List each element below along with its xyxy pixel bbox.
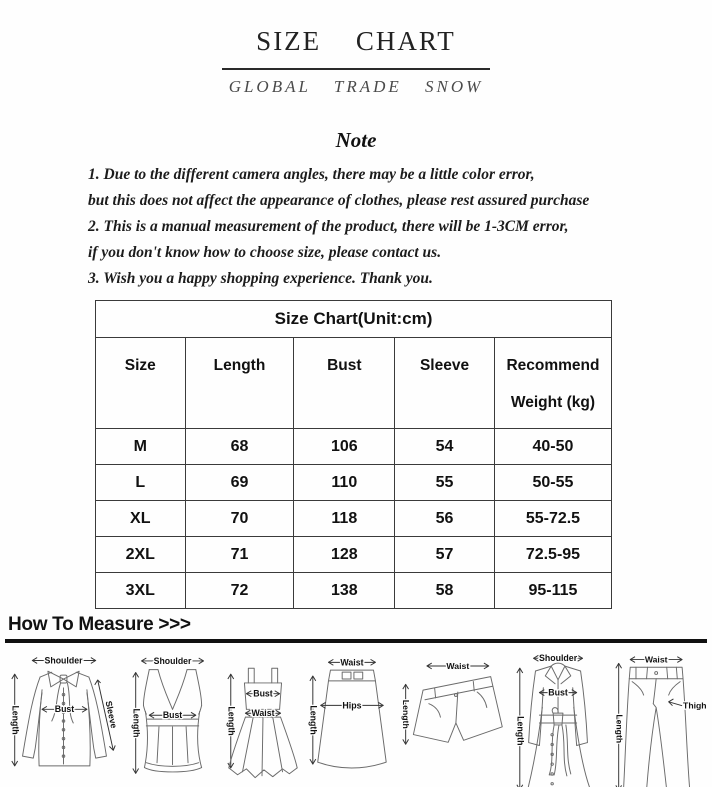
- table-row: [96, 429, 612, 465]
- sleeve-label: Sleeve: [103, 699, 120, 730]
- page-title: SIZE CHART: [256, 26, 456, 56]
- dress-diagram: [221, 647, 304, 787]
- column-header: Bust: [294, 338, 395, 429]
- table-caption-row: [96, 301, 612, 338]
- size-cell: XL: [96, 501, 186, 537]
- length-arrow: [131, 673, 141, 774]
- length-cell: 72: [185, 573, 294, 609]
- weight-cell: 95-115: [494, 573, 611, 609]
- waist-label: Waist: [340, 657, 364, 668]
- waist-arrow: [328, 657, 375, 667]
- length-arrow: [614, 663, 624, 787]
- bust-label: Bust: [162, 710, 182, 721]
- weight-cell: 40-50: [494, 429, 611, 465]
- length-arrow: [308, 676, 318, 764]
- vest-outline: [143, 670, 201, 772]
- blouse-diagram: [3, 647, 125, 787]
- table-row: [96, 501, 612, 537]
- table-row: [96, 537, 612, 573]
- column-header: Size: [96, 338, 186, 429]
- size-table: [95, 300, 612, 609]
- title-divider: [222, 68, 490, 70]
- hips-label: Hips: [342, 700, 362, 711]
- coat-diagram: [510, 647, 610, 787]
- size-cell: L: [96, 465, 186, 501]
- sleeve-cell: 58: [395, 573, 495, 609]
- table-header-row: [96, 338, 612, 429]
- waist-label: Waist: [251, 708, 275, 719]
- shoulder-label: Shoulder: [153, 655, 192, 666]
- size-cell: 3XL: [96, 573, 186, 609]
- thigh-label: Thigh: [682, 700, 707, 711]
- waist-arrow: [630, 654, 682, 664]
- weight-cell: 55-72.5: [494, 501, 611, 537]
- note-heading: Note: [335, 128, 377, 152]
- length-cell: 68: [185, 429, 294, 465]
- column-header: Sleeve: [395, 338, 495, 429]
- length-arrow: [10, 674, 20, 766]
- length-cell: 70: [185, 501, 294, 537]
- bust-arrow: [540, 688, 577, 698]
- bust-label: Bust: [548, 687, 569, 698]
- pants-diagram: [611, 647, 709, 787]
- size-cell: 2XL: [96, 537, 186, 573]
- shoulder-arrow: [32, 655, 95, 665]
- shoulder-label: Shoulder: [539, 653, 578, 664]
- thigh-arrow: [669, 699, 707, 711]
- sleeve-arrow: [95, 680, 119, 750]
- note-line: 3. Wish you a happy shopping experience. Thank you.: [88, 270, 433, 287]
- sleeve-cell: 55: [395, 465, 495, 501]
- length-label: Length: [614, 714, 625, 744]
- pants-outline: [623, 667, 689, 787]
- skirt-outline: [318, 670, 386, 768]
- note-line: 1. Due to the different camera angles, there may be a little color error,: [88, 166, 535, 183]
- blouse-outline: [23, 671, 107, 766]
- bust-cell: 138: [294, 573, 395, 609]
- sleeve-cell: 57: [395, 537, 495, 573]
- length-label: Length: [308, 705, 319, 735]
- dress-outline: [226, 668, 297, 777]
- bust-arrow: [42, 704, 87, 714]
- bust-label: Bust: [54, 704, 75, 715]
- bust-cell: 110: [294, 465, 395, 501]
- length-arrow: [401, 684, 411, 744]
- waist-label: Waist: [644, 654, 668, 665]
- table-row: [96, 573, 612, 609]
- note-line: if you don't know how to choose size, please contact us.: [88, 244, 442, 261]
- weight-cell: 72.5-95: [494, 537, 611, 573]
- shoulder-label: Shoulder: [44, 655, 83, 666]
- column-header: Recommend Weight (kg): [494, 338, 611, 429]
- shoulder-arrow: [141, 656, 203, 666]
- note-line: 2. This is a manual measurement of the product, there will be 1-3CM error,: [88, 218, 569, 235]
- length-label: Length: [10, 705, 21, 735]
- length-arrow: [227, 674, 237, 768]
- sleeve-cell: 54: [395, 429, 495, 465]
- bust-cell: 106: [294, 429, 395, 465]
- table-caption: Size Chart(Unit:cm): [96, 301, 612, 338]
- table-row: [96, 465, 612, 501]
- skirt-diagram: [305, 647, 395, 787]
- note-line: but this does not affect the appearance of clothes, please rest assured purchase: [88, 192, 590, 209]
- shoulder-arrow: [534, 653, 583, 663]
- size-cell: M: [96, 429, 186, 465]
- sleeve-cell: 56: [395, 501, 495, 537]
- bust-label: Bust: [253, 688, 274, 699]
- hips-arrow: [321, 700, 384, 710]
- length-cell: 69: [185, 465, 294, 501]
- brand-name: GLOBAL TRADE SNOW: [228, 77, 484, 96]
- measure-diagrams-row: [0, 643, 712, 787]
- vest-diagram: [126, 647, 221, 787]
- bust-arrow: [247, 689, 280, 699]
- waist-arrow: [427, 661, 489, 671]
- bust-cell: 128: [294, 537, 395, 573]
- length-label: Length: [515, 716, 526, 746]
- column-header: Length: [185, 338, 294, 429]
- length-label: Length: [130, 708, 141, 738]
- note-section: [0, 162, 712, 292]
- how-to-measure-heading: How To Measure >>>: [8, 614, 191, 635]
- length-label: Length: [226, 706, 237, 736]
- bust-cell: 118: [294, 501, 395, 537]
- waist-label: Waist: [446, 660, 469, 671]
- coat-outline: [528, 663, 591, 787]
- length-cell: 71: [185, 537, 294, 573]
- shorts-outline: [413, 677, 502, 743]
- length-label: Length: [400, 699, 411, 729]
- length-arrow: [516, 668, 526, 787]
- weight-cell: 50-55: [494, 465, 611, 501]
- shorts-diagram: [396, 647, 510, 787]
